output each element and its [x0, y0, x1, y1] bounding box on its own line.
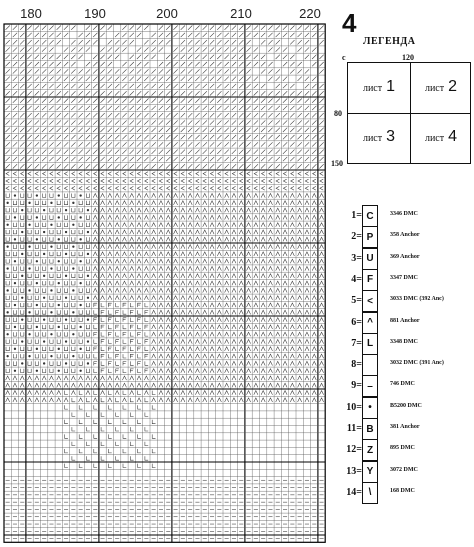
symbol-key-swatch	[362, 354, 378, 376]
sheet-label: лист	[424, 82, 445, 94]
symbol-key-swatch: U	[362, 248, 378, 270]
symbol-key-swatch: F	[362, 269, 378, 291]
symbol-key-swatch: B	[362, 418, 378, 440]
symbol-key-index: 3=	[351, 252, 362, 264]
sheet-number-label: 3	[386, 128, 396, 145]
sheet-label: лист	[362, 132, 383, 144]
map-left-label: 80	[334, 109, 342, 118]
sheet-number-label: 2	[448, 78, 458, 95]
symbol-key-swatch: –	[362, 375, 378, 397]
map-corner-label: с	[342, 53, 346, 62]
symbol-key-thread: 881 Anchor	[390, 317, 420, 324]
symbol-key-index: 1=	[351, 210, 362, 221]
symbol-key-index: 8=	[351, 359, 362, 371]
symbol-key-row	[330, 418, 474, 440]
symbol-key-row	[330, 461, 474, 483]
symbol-key-row	[330, 226, 474, 248]
symbol-key-index: 11=	[346, 423, 362, 434]
symbol-key-swatch: Y	[362, 461, 378, 483]
column-label: 220	[299, 6, 321, 21]
legend-title: ЛЕГЕНДА	[363, 36, 416, 47]
symbol-key-thread: 3072 DMC	[390, 466, 418, 473]
symbol-key-swatch: <	[362, 290, 378, 312]
symbol-key-index: 5=	[351, 295, 362, 307]
sheet-cell-3	[348, 113, 410, 163]
symbol-key-swatch: L	[362, 333, 378, 355]
symbol-key-row	[330, 439, 474, 461]
symbol-key-thread: 3348 DMC	[390, 338, 418, 345]
symbol-key-row	[330, 333, 474, 355]
symbol-key-row	[330, 205, 474, 227]
symbol-key-index: 12=	[346, 444, 362, 456]
symbol-key-index: 6=	[351, 316, 362, 328]
symbol-key-row	[330, 312, 474, 334]
column-label: 180	[20, 6, 42, 21]
symbol-key-thread: 3347 DMC	[390, 274, 418, 281]
symbol-key-index: 13=	[346, 465, 362, 477]
sheet-label: лист	[424, 132, 445, 144]
symbol-key-thread: 358 Anchor	[390, 232, 420, 239]
symbol-key-swatch: C	[362, 205, 378, 227]
symbol-key-row	[330, 248, 474, 270]
symbol-key-index: 4=	[351, 273, 362, 285]
map-top-label: 120	[402, 53, 414, 62]
symbol-key-row	[330, 290, 474, 312]
symbol-key-swatch: ^	[362, 312, 378, 334]
symbol-key-thread: 369 Anchor	[390, 253, 420, 260]
symbol-key-row	[330, 269, 474, 291]
sheet-cell-2	[410, 63, 472, 113]
symbol-key-row	[330, 397, 474, 419]
symbol-key-row	[330, 375, 474, 397]
column-label: 200	[156, 6, 178, 21]
symbol-key-thread: 381 Anchor	[390, 424, 420, 430]
column-label: 190	[84, 6, 106, 21]
sheet-number-label: 4	[448, 128, 458, 145]
sheet-number-label: 1	[386, 78, 396, 95]
column-number-labels	[0, 0, 330, 24]
symbol-key-thread: B5200 DMC	[390, 402, 422, 409]
symbol-key-thread: 3032 DMC (391 Anc)	[390, 360, 444, 367]
symbol-key-swatch: Z	[362, 439, 378, 461]
symbol-key-row	[330, 482, 474, 504]
map-bottom-label: 150	[331, 159, 343, 168]
symbol-key-index: 14=	[346, 486, 362, 498]
symbol-key-thread: 895 DMC	[390, 445, 415, 452]
symbol-key-swatch: P	[362, 226, 378, 248]
symbol-key-thread: 168 DMC	[390, 487, 415, 494]
symbol-key-thread: 746 DMC	[390, 381, 415, 388]
symbol-key-row	[330, 354, 474, 376]
sheet-label: лист	[362, 82, 383, 94]
sheet-cell-1	[348, 63, 410, 113]
symbol-key-thread: 3346 DMC	[390, 211, 418, 217]
symbol-key-index: 2=	[351, 231, 362, 243]
symbol-key-thread: 3033 DMC (392 Anc)	[390, 296, 444, 303]
symbol-key-index: 10=	[346, 401, 362, 413]
column-label: 210	[230, 6, 252, 21]
sheet-cell-4	[410, 113, 472, 163]
symbol-key-index: 9=	[351, 380, 362, 392]
symbol-key-swatch: \	[362, 482, 378, 504]
symbol-key-index: 7=	[351, 337, 362, 349]
symbol-key-swatch: •	[362, 397, 378, 419]
sheet-number: 4	[342, 8, 357, 38]
sheet-layout-map	[347, 62, 471, 164]
